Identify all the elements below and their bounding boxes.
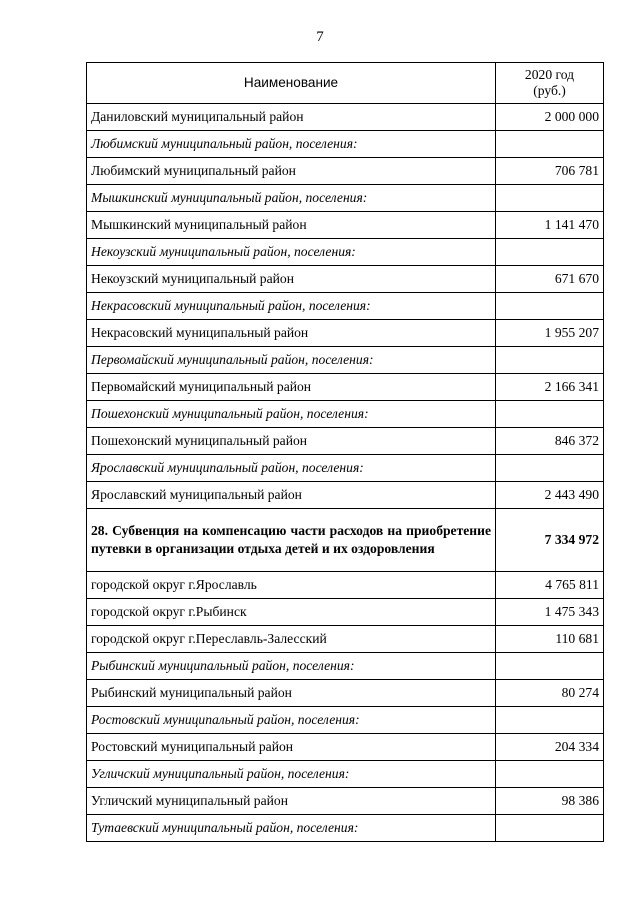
row-value: [496, 131, 604, 158]
row-name: городской округ г.Рыбинск: [87, 599, 496, 626]
row-name: Ярославский муниципальный район, поселения:: [87, 455, 496, 482]
row-value: [496, 455, 604, 482]
row-name: Некоузский муниципальный район: [87, 266, 496, 293]
table-row: [87, 761, 604, 788]
table-row: [87, 131, 604, 158]
row-name: Некрасовский муниципальный район: [87, 320, 496, 347]
table-row: [87, 212, 604, 239]
row-value: [496, 815, 604, 842]
row-value: [496, 707, 604, 734]
table-row: [87, 680, 604, 707]
row-name: городской округ г.Ярославль: [87, 572, 496, 599]
row-name: Первомайский муниципальный район, поселения:: [87, 347, 496, 374]
row-value: 204 334: [496, 734, 604, 761]
table-row: [87, 401, 604, 428]
row-value: 1 955 207: [496, 320, 604, 347]
table-row: [87, 455, 604, 482]
row-value: [496, 653, 604, 680]
table-row: [87, 653, 604, 680]
table-row: [87, 482, 604, 509]
row-name: Ярославский муниципальный район: [87, 482, 496, 509]
budget-table: [86, 62, 604, 842]
table-row: [87, 788, 604, 815]
table-row: [87, 185, 604, 212]
row-value: 80 274: [496, 680, 604, 707]
row-value: 1 475 343: [496, 599, 604, 626]
row-value: 2 166 341: [496, 374, 604, 401]
row-name: Рыбинский муниципальный район: [87, 680, 496, 707]
row-value: 4 765 811: [496, 572, 604, 599]
table-row: [87, 626, 604, 653]
row-name: 28. Субвенция на компенсацию части расходов на приобретение путевки в организации отдыха детей и их оздоровления: [87, 509, 496, 572]
header-value-unit: (руб.): [533, 83, 566, 98]
header-value-year: 2020 год: [524, 67, 575, 82]
table-row: [87, 599, 604, 626]
row-value: 110 681: [496, 626, 604, 653]
table-row: [87, 707, 604, 734]
table-row: [87, 239, 604, 266]
row-value: [496, 761, 604, 788]
table-row: [87, 293, 604, 320]
row-name: Ростовский муниципальный район, поселения:: [87, 707, 496, 734]
row-value: [496, 401, 604, 428]
table-row: [87, 266, 604, 293]
header-name: Наименование: [87, 63, 496, 104]
table-row: [87, 509, 604, 572]
table-row: [87, 815, 604, 842]
header-value: [496, 63, 604, 104]
row-name: Мышкинский муниципальный район: [87, 212, 496, 239]
row-value: 846 372: [496, 428, 604, 455]
row-value: [496, 185, 604, 212]
row-name: Даниловский муниципальный район: [87, 104, 496, 131]
row-name: Мышкинский муниципальный район, поселения:: [87, 185, 496, 212]
row-name: Ростовский муниципальный район: [87, 734, 496, 761]
table-row: [87, 347, 604, 374]
row-name: Рыбинский муниципальный район, поселения:: [87, 653, 496, 680]
page-number: 7: [316, 29, 324, 45]
row-value: 1 141 470: [496, 212, 604, 239]
table-row: [87, 572, 604, 599]
row-name: Пошехонский муниципальный район, поселения:: [87, 401, 496, 428]
row-name: Любимский муниципальный район, поселения:: [87, 131, 496, 158]
row-name: Пошехонский муниципальный район: [87, 428, 496, 455]
row-name: Первомайский муниципальный район: [87, 374, 496, 401]
row-value: [496, 347, 604, 374]
row-name: Некоузский муниципальный район, поселения:: [87, 239, 496, 266]
row-value: 98 386: [496, 788, 604, 815]
row-name: Любимский муниципальный район: [87, 158, 496, 185]
row-value: [496, 293, 604, 320]
table-row: [87, 374, 604, 401]
row-value: 7 334 972: [496, 509, 604, 572]
row-value: 2 443 490: [496, 482, 604, 509]
table-row: [87, 734, 604, 761]
table-body: [87, 104, 604, 842]
row-name: Угличский муниципальный район, поселения:: [87, 761, 496, 788]
table-row: [87, 428, 604, 455]
row-value: 2 000 000: [496, 104, 604, 131]
table-row: [87, 158, 604, 185]
row-value: 671 670: [496, 266, 604, 293]
row-name: городской округ г.Переславль-Залесский: [87, 626, 496, 653]
row-name: Тутаевский муниципальный район, поселения:: [87, 815, 496, 842]
row-value: [496, 239, 604, 266]
table-header-row: [87, 63, 604, 104]
row-name: Некрасовский муниципальный район, поселения:: [87, 293, 496, 320]
row-value: 706 781: [496, 158, 604, 185]
table-row: [87, 104, 604, 131]
row-name: Угличский муниципальный район: [87, 788, 496, 815]
table-row: [87, 320, 604, 347]
